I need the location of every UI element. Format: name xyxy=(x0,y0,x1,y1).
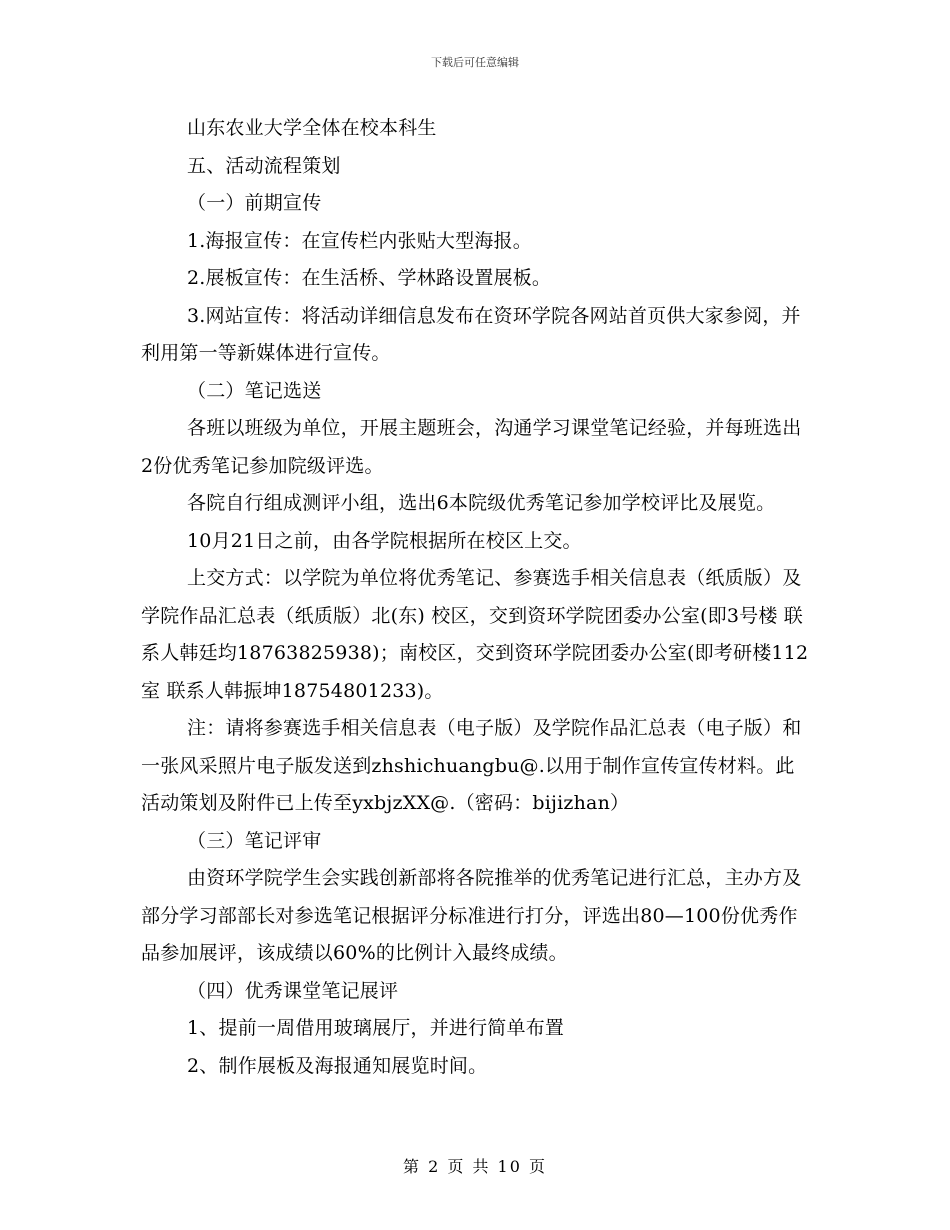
paragraph: 3.网站宣传：将活动详细信息发布在资环学院各网站首页供大家参阅，并利用第一等新媒体进行宣传。 xyxy=(141,304,801,364)
paragraph: 各院自行组成测评小组，选出6本院级优秀笔记参加学校评比及展览。 xyxy=(187,492,776,514)
paragraph: 注：请将参赛选手相关信息表（电子版）及学院作品汇总表（电子版）和一张风采照片电子版发送到zhshichuangbu@.以用于制作宣传宣传材料。此活动策划及附件已上传至yxbjzXX@.（密码：bijizhan） xyxy=(141,717,802,814)
subsection-heading: （三）笔记评审 xyxy=(187,829,322,852)
paragraph: 2、制作展板及海报通知展览时间。 xyxy=(187,1054,488,1077)
section-heading: 五、活动流程策划 xyxy=(187,154,341,177)
subsection-heading: （四）优秀课堂笔记展评 xyxy=(187,979,399,1002)
document-body xyxy=(141,110,811,1085)
paragraph: 1.海报宣传：在宣传栏内张贴大型海报。 xyxy=(187,229,532,252)
page-header: 下载后可任意编辑 xyxy=(431,56,519,69)
subsection-heading: （一）前期宣传 xyxy=(187,192,322,214)
paragraph: 1、提前一周借用玻璃展厅，并进行简单布置 xyxy=(187,1017,565,1039)
paragraph: 2.展板宣传：在生活桥、学林路设置展板。 xyxy=(187,267,552,289)
paragraph: 上交方式：以学院为单位将优秀笔记、参赛选手相关信息表（纸质版）及学院作品汇总表（纸质版）北(东) 校区，交到资环学院团委办公室(即3号楼 联系人韩廷均18763825938)；南校区，交到资环学院团委办公室(即考研楼112室 联系人韩振坤18754801233)。 xyxy=(141,567,809,702)
paragraph: 10月21日之前，由各学院根据所在校区上交。 xyxy=(187,529,582,552)
page-footer: 第 2 页 共 10 页 xyxy=(403,1157,547,1176)
paragraph: 由资环学院学生会实践创新部将各院推举的优秀笔记进行汇总，主办方及部分学习部部长对参选笔记根据评分标准进行打分，评选出80—100份优秀作品参加展评，该成绩以60%的比例计入最终成绩。 xyxy=(141,867,802,964)
subsection-heading: （二）笔记选送 xyxy=(187,379,322,402)
paragraph: 各班以班级为单位，开展主题班会，沟通学习课堂笔记经验，并每班选出2份优秀笔记参加院级评选。 xyxy=(141,417,802,477)
paragraph: 山东农业大学全体在校本科生 xyxy=(187,117,437,139)
